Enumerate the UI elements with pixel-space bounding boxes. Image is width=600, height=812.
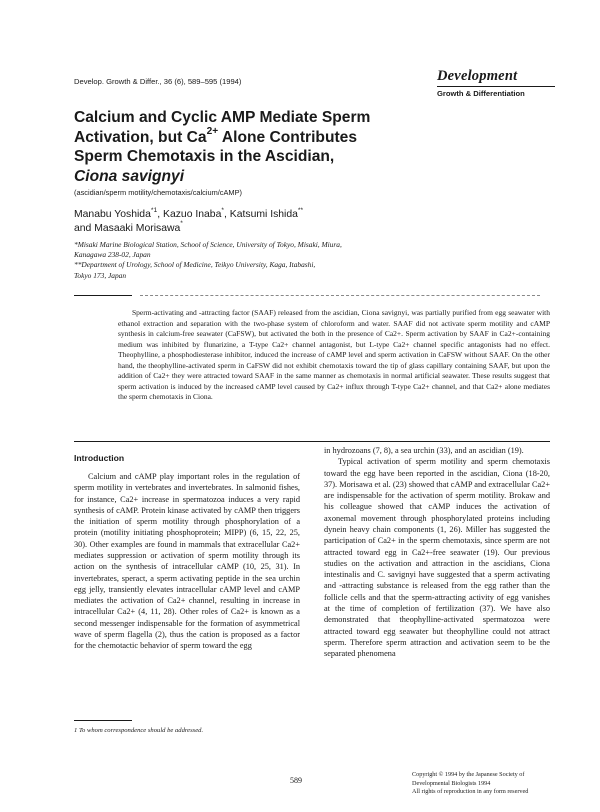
author-line-1: Manabu Yoshida$^{*1}$, Kazuo Inaba*, Katsumi Ishida**	[74, 206, 304, 220]
title-line-1: Calcium and Cyclic AMP Mediate Sperm	[74, 109, 371, 126]
journal-logo-name: Development	[437, 68, 518, 84]
affiliation-line: Tokyo 173, Japan	[74, 270, 127, 280]
abstract	[118, 308, 550, 403]
author-list	[74, 208, 414, 235]
intro-paragraph-1: Calcium and cAMP play important roles in the regulation of sperm motility in vertebrates and invertebrates. In salmonid fishes, for instance, Ca2+ increase in spermatozoa induces a very rapid synthesis of cAMP. Protein kinase activated by cAMP then triggers the initiation of sperm motility through phosphorylation of a protein (motility initiating phosphoprotein; MIPP) (6, 15, 22, 25, 30). Other examples are found in mammals that extracellular Ca2+ mediates suppression or activation of sperm motility through its action on the synthesis of intracellular cAMP (10, 25, 31). In invertebrates, speract, a sperm activating peptide in the sea urchin egg jelly, transiently elevates intracellular cAMP level and cAMP mediates the activation of Ca2+ channel, resulting in increase in intracellular Ca2+ (4, 11, 28). Other roles of Ca2+ is known as a second messenger indispensable for the formation of asymmetrical wave of sperm flagella (2), thus the cation is proposed as a factor for the chemotactic behavior of sperm toward the egg	[74, 472, 300, 651]
intro-paragraph-1-continued: in hydrozoans (7, 8), a sea urchin (33), and an ascidian (19).	[324, 446, 524, 455]
footnote-rule	[74, 720, 132, 721]
title-line-3: Sperm Chemotaxis in the Ascidian,	[74, 148, 335, 165]
affiliation-line: **Department of Urology, School of Medicine, Teikyo University, Kaga, Itabashi,	[74, 260, 316, 270]
abstract-text: Sperm-activating and -attracting factor (SAAF) released from the ascidian, Ciona savignyi, was partially purified from egg seawater with ethanol extraction and separation with the two-phase system of chloroform and water. SAAF did not activate sperm motility and cAMP synthesis in calcium-free seawater (CaFSW), but activated the both in the presence of Ca2+. Sperm activation by SAAF in Ca2+-containing medium was inhibited by flunarizine, a T-type Ca2+ channel antagonist, but L-type Ca2+ channel specific antagonists had no effect. Theophylline, a phosphodiesterase inhibitor, induced the increase of cAMP level and sperm activation in CaFSW without SAAF. On the other hand, the theophylline-activated sperm in CaFSW did not exhibit chemotaxis toward the tip of glass capillary containing SAAF, but upon the addition of Ca2+ they were attracted toward SAAF in the same manner as chemotaxis in normal artificial seawater. These results suggest that sperm activation is induced by the increased cAMP level caused by Ca2+ influx through T-type Ca2+ channel, and that Ca2+ alone mediates the sperm chemotaxis in Ciona.	[118, 308, 550, 401]
footnote: 1 To whom correspondence should be addressed.	[74, 727, 204, 734]
copyright-line: Developmental Biologists 1994	[412, 779, 491, 787]
section-rule	[74, 441, 550, 442]
intro-paragraph-2: Typical activation of sperm motility and sperm chemotaxis toward the egg have been reported in the ascidian, Ciona (18-20, 37). Morisawa et al. (23) showed that cAMP and extracellular Ca2+ are indispensable for the activation of sperm motility. Brokaw and his colleague showed that cAMP induces the activation of axonemal movement through phosphorylated proteins including dynein heavy chain components (1, 26). Miller has suggested the participation of Ca2+ in the sperm chemotaxis, since sperm are not attracted toward egg in Ca2+-free seawater (19). Our previous studies on the activation and attraction in the ascidians, Ciona intestinalis and C. savignyi have suggested that a sperm activating and -attracting substance is released from the egg rather than the follicle cells and that the sperm-attracting activity of egg vanishes at the time of completion of fertilization (37). We have also demonstrated that theophylline-activated spermatozoa were attracted toward egg seawater but theophylline could not attract sperm. Therefore sperm attraction and activation seem to be the separated phenomena	[324, 457, 550, 659]
affiliation-line: Kanagawa 238-02, Japan	[74, 250, 151, 260]
title-line-2: Activation, but $Ca^{2+}$ Alone Contributes	[74, 125, 358, 146]
author-line-2: and Masaaki Morisawa*	[74, 220, 183, 234]
journal-logo-subtitle: Growth & Differentiation	[437, 89, 525, 98]
separator-rule	[74, 295, 132, 296]
affiliation-line: *Misaki Marine Biological Station, School of Science, University of Tokyo, Misaki, Miura,	[74, 240, 342, 249]
copyright-line: Copyright © 1994 by the Japanese Society of	[412, 771, 525, 778]
copyright-notice	[412, 771, 562, 797]
article-title	[74, 108, 404, 186]
copyright-line: All rights of reproduction in any form reserved	[412, 788, 529, 796]
keywords: (ascidian/sperm motility/chemotaxis/calcium/cAMP)	[74, 188, 242, 197]
right-column	[324, 445, 550, 659]
affiliations	[74, 240, 544, 281]
dashed-separator	[140, 295, 540, 296]
title-line-4-species: Ciona savignyi	[74, 167, 185, 185]
journal-citation: Develop. Growth & Differ., 36 (6), 589–595 (1994)	[74, 77, 242, 86]
page-number: 589	[290, 776, 302, 785]
left-column	[74, 445, 300, 652]
introduction-heading: Introduction	[74, 453, 125, 463]
journal-logo-rule	[437, 86, 555, 87]
journal-logo	[437, 68, 555, 98]
